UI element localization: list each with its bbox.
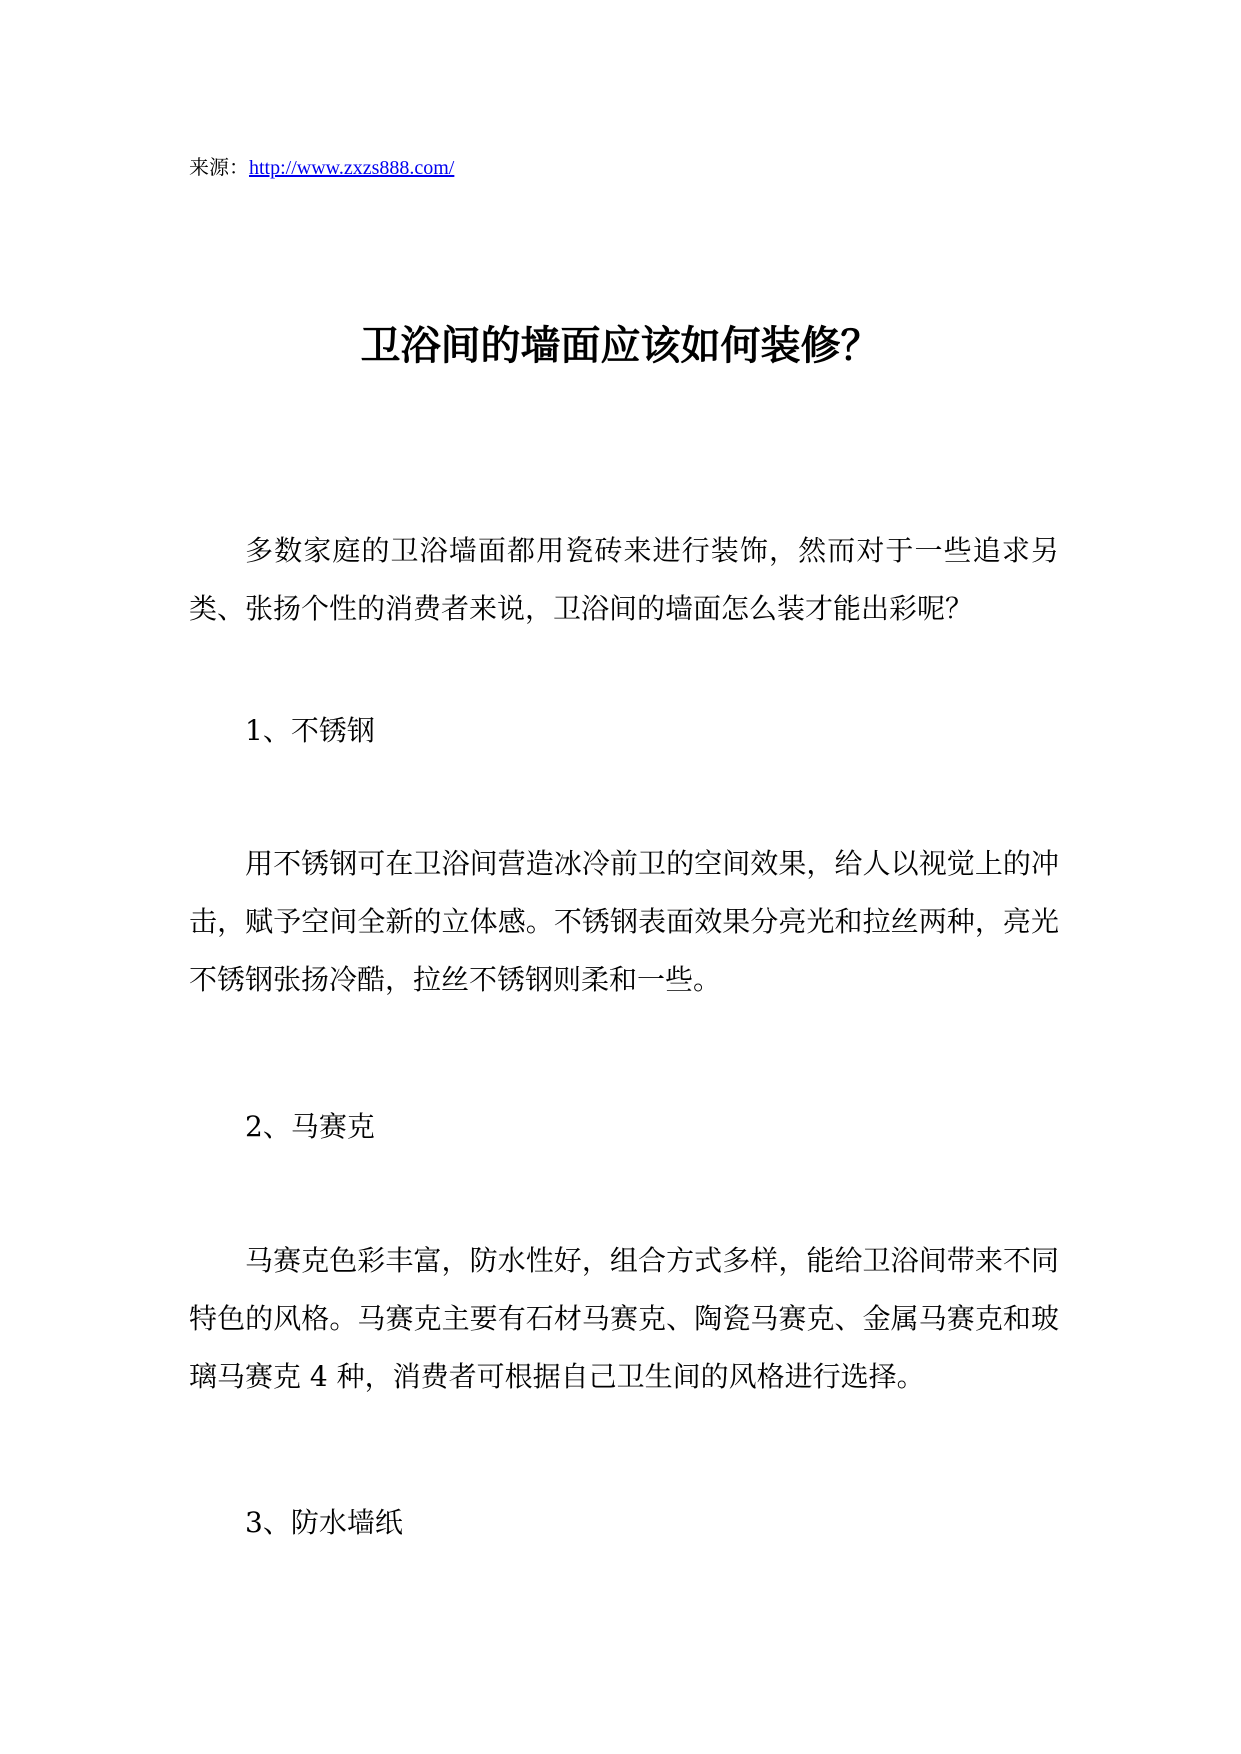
source-link[interactable]: http://www.zxzs888.com/ bbox=[249, 157, 455, 179]
intro-paragraph: 多数家庭的卫浴墙面都用瓷砖来进行装饰，然而对于一些追求另类、张扬个性的消费者来说，卫浴间的墙面怎么装才能出彩呢？ bbox=[189, 534, 1059, 625]
section-heading-stainless-steel: 1、不锈钢 bbox=[245, 714, 375, 747]
section-body-mosaic: 马赛克色彩丰富，防水性好，组合方式多样，能给卫浴间带来不同特色的风格。马赛克主要有石材马赛克、陶瓷马赛克、金属马赛克和玻璃马赛克 4 种，消费者可根据自己卫生间的风格进行选择。 bbox=[189, 1244, 1059, 1393]
page-title: 卫浴间的墙面应该如何装修？ bbox=[360, 322, 881, 369]
source-label: 来源： bbox=[189, 155, 249, 179]
section-heading-waterproof-wallpaper: 3、防水墙纸 bbox=[245, 1506, 403, 1539]
section-body-stainless-steel: 用不锈钢可在卫浴间营造冰冷前卫的空间效果，给人以视觉上的冲击，赋予空间全新的立体感。不锈钢表面效果分亮光和拉丝两种，亮光不锈钢张扬冷酷，拉丝不锈钢则柔和一些。 bbox=[189, 847, 1059, 996]
source-line bbox=[189, 154, 454, 181]
section-heading-mosaic: 2、马赛克 bbox=[245, 1110, 375, 1143]
